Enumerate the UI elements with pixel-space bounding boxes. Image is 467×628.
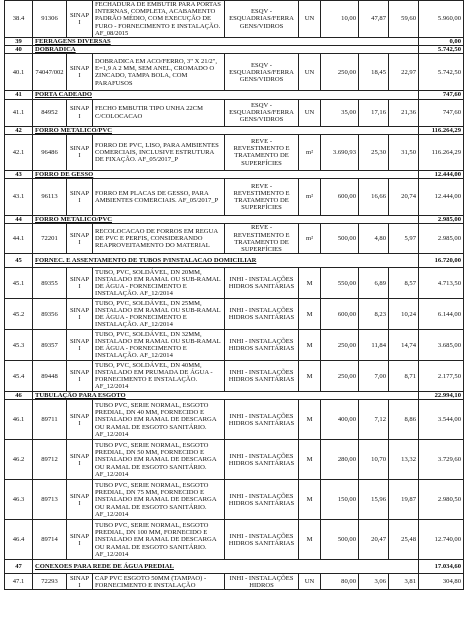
item-code: 91306	[33, 1, 67, 38]
item-code: 72293	[33, 574, 67, 590]
item-number: 46.2	[5, 440, 33, 480]
item-source: SINAPI	[67, 54, 93, 91]
item-source: SINAPI	[67, 574, 93, 590]
item-unit: m²	[299, 179, 321, 216]
group-title: FORRO METALICO/PVC	[33, 216, 419, 224]
table-row	[5, 480, 464, 520]
item-total: 3.685,00	[419, 330, 464, 361]
item-description: TUBO PVC, SERIE NORMAL, ESGOTO PREDIAL, DN 100 MM, FORNECIDO E INSTALADO EM RAMAL DE DESCARGA OU RAMAL DE ESGOTO SANITÁRIO. AF_12/2014	[93, 520, 225, 560]
item-quantity: 600,00	[321, 179, 359, 216]
item-quantity: 250,00	[321, 330, 359, 361]
table-row	[5, 299, 464, 330]
item-source: SINAPI	[67, 134, 93, 170]
group-row	[5, 38, 464, 46]
item-source: SINAPI	[67, 361, 93, 392]
item-quantity: 35,00	[321, 99, 359, 126]
item-description: TUBO PVC, SERIE NORMAL, ESGOTO PREDIAL, DN 75 MM, FORNECIDO E INSTALADO EM RAMAL DE DESCARGA OU RAMAL DE ESGOTO SANITÁRIO. AF_12/2014	[93, 480, 225, 520]
group-total: 22.994,10	[419, 392, 464, 400]
item-unit-price: 15,96	[359, 480, 389, 520]
item-unit-price: 4,80	[359, 224, 389, 254]
group-row	[5, 392, 464, 400]
item-code: 89448	[33, 361, 67, 392]
group-row	[5, 126, 464, 134]
table-row	[5, 1, 464, 38]
item-unit: M	[299, 440, 321, 480]
table-row	[5, 361, 464, 392]
item-category: REVE - REVESTIMENTO E TRATAMENTO DE SUPERFÍCIES	[225, 134, 299, 170]
item-category: ESQV - ESQUADRIAS/FERRAGENS/VIDROS	[225, 54, 299, 91]
item-unit-price: 7,12	[359, 400, 389, 440]
item-number: 47.1	[5, 574, 33, 590]
item-source: SINAPI	[67, 330, 93, 361]
item-description: TUBO, PVC, SOLDÁVEL, DN 20MM, INSTALADO EM RAMAL OU SUB-RAMAL DE ÁGUA - FORNECIMENTO E INSTALAÇÃO. AF_12/2014	[93, 268, 225, 299]
item-source: SINAPI	[67, 440, 93, 480]
item-description: FORRO DE PVC, LISO, PARA AMBIENTES COMERCIAIS, INCLUSIVE ESTRUTURA DE FIXAÇÃO. AF_05/2017_P	[93, 134, 225, 170]
item-quantity: 80,00	[321, 574, 359, 590]
item-unit: M	[299, 268, 321, 299]
group-row	[5, 170, 464, 178]
group-number: 41	[5, 91, 33, 99]
group-number: 40	[5, 46, 33, 54]
item-code: 89357	[33, 330, 67, 361]
group-row	[5, 216, 464, 224]
item-code: 96486	[33, 134, 67, 170]
item-source: SINAPI	[67, 268, 93, 299]
item-unit-price-bdi: 21,36	[389, 99, 419, 126]
item-unit: m²	[299, 224, 321, 254]
item-total: 3.729,60	[419, 440, 464, 480]
group-number: 43	[5, 170, 33, 178]
item-total: 2.177,50	[419, 361, 464, 392]
item-quantity: 150,00	[321, 480, 359, 520]
item-code: 84952	[33, 99, 67, 126]
item-total: 5.742,50	[419, 54, 464, 91]
group-total: 17.034,60	[419, 560, 464, 574]
item-quantity: 250,00	[321, 361, 359, 392]
item-description: TUBO, PVC, SOLDÁVEL, DN 25MM, INSTALADO EM RAMAL OU SUB-RAMAL DE ÁGUA - FORNECIMENTO E INSTALAÇÃO. AF_12/2014	[93, 299, 225, 330]
item-category: INHI - INSTALAÇÕES HIDROS SANITÁRIAS	[225, 520, 299, 560]
item-quantity: 600,00	[321, 299, 359, 330]
item-category: INHI - INSTALAÇÕES HIDROS SANITÁRIAS	[225, 299, 299, 330]
item-quantity: 3.690,93	[321, 134, 359, 170]
group-total: 747,60	[419, 91, 464, 99]
item-source: SINAPI	[67, 520, 93, 560]
item-total: 12.444,00	[419, 179, 464, 216]
item-quantity: 280,00	[321, 440, 359, 480]
item-unit-price: 25,30	[359, 134, 389, 170]
table-row	[5, 574, 464, 590]
table-row	[5, 330, 464, 361]
item-category: INHI - INSTALAÇÕES HIDROS SANITÁRIAS	[225, 440, 299, 480]
item-unit: UN	[299, 574, 321, 590]
item-description: FORRO EM PLACAS DE GESSO, PARA AMBIENTES COMERCIAIS. AF_05/2017_P	[93, 179, 225, 216]
item-category: INHI - INSTALAÇÕES HIDROS SANITÁRIAS	[225, 361, 299, 392]
table-row	[5, 224, 464, 254]
table-row	[5, 99, 464, 126]
item-description: FECHADURA DE EMBUTIR PARA PORTAS INTERNAS, COMPLETA, ACABAMENTO PADRÃO MÉDIO, COM EXECUÇÃO DE FURO - FORNECIMENTO E INSTALAÇÃO. AF_08/2015	[93, 1, 225, 38]
group-total: 116.264,29	[419, 126, 464, 134]
item-unit: M	[299, 299, 321, 330]
item-total: 747,60	[419, 99, 464, 126]
item-source: SINAPI	[67, 299, 93, 330]
group-title: FORRO DE GESSO	[33, 170, 419, 178]
item-category: INHI - INSTALAÇÕES HIDROS	[225, 574, 299, 590]
item-unit-price: 16,66	[359, 179, 389, 216]
item-number: 44.1	[5, 224, 33, 254]
item-total: 5.960,00	[419, 1, 464, 38]
item-unit-price-bdi: 22,97	[389, 54, 419, 91]
item-unit-price: 17,16	[359, 99, 389, 126]
item-number: 45.2	[5, 299, 33, 330]
item-unit-price: 10,70	[359, 440, 389, 480]
item-category: ESQV - ESQUADRIAS/FERRAGENS/VIDROS	[225, 1, 299, 38]
group-number: 46	[5, 392, 33, 400]
item-category: INHI - INSTALAÇÕES HIDROS SANITÁRIAS	[225, 400, 299, 440]
group-total: 16.720,00	[419, 254, 464, 268]
item-description: CAP PVC ESGOTO 50MM (TAMPAO) - FORNECIMENTO E INSTALAÇÃO	[93, 574, 225, 590]
item-unit: UN	[299, 54, 321, 91]
item-unit: M	[299, 400, 321, 440]
item-unit-price-bdi: 31,50	[389, 134, 419, 170]
item-code: 89714	[33, 520, 67, 560]
item-unit-price-bdi: 14,74	[389, 330, 419, 361]
item-quantity: 500,00	[321, 224, 359, 254]
item-total: 4.713,50	[419, 268, 464, 299]
item-category: REVE - REVESTIMENTO E TRATAMENTO DE SUPERFÍCIES	[225, 224, 299, 254]
group-number: 47	[5, 560, 33, 574]
item-unit-price-bdi: 8,57	[389, 268, 419, 299]
group-title: FORNEC. E ASSENTAMENTO DE TUBOS P/INSTALACAO DOMICILIAR	[33, 254, 419, 268]
item-number: 40.1	[5, 54, 33, 91]
item-total: 2.980,50	[419, 480, 464, 520]
item-unit-price: 20,47	[359, 520, 389, 560]
item-unit-price-bdi: 10,24	[389, 299, 419, 330]
item-unit: M	[299, 330, 321, 361]
item-description: DOBRADICA EM ACO/FERRO, 3" X 21/2", E=1,9 A 2 MM, SEM ANEL, CROMADO O ZINCADO, TAMPA BOLA, COM PARAFUSOS	[93, 54, 225, 91]
group-number: 44	[5, 216, 33, 224]
item-total: 304,80	[419, 574, 464, 590]
item-code: 89356	[33, 299, 67, 330]
item-number: 43.1	[5, 179, 33, 216]
item-unit-price: 6,89	[359, 268, 389, 299]
item-unit-price-bdi: 59,60	[389, 1, 419, 38]
item-unit-price-bdi: 20,74	[389, 179, 419, 216]
item-number: 45.3	[5, 330, 33, 361]
group-title: FORRO METALICO/PVC	[33, 126, 419, 134]
item-unit-price-bdi: 25,48	[389, 520, 419, 560]
item-description: RECOLOCACAO DE FORROS EM REGUA DE PVC E PERFIS, CONSIDERANDO REAPROVEITAMENTO DO MATERIAL	[93, 224, 225, 254]
item-description: TUBO PVC, SERIE NORMAL, ESGOTO PREDIAL, DN 50 MM, FORNECIDO E INSTALADO EM RAMAL DE DESCARGA OU RAMAL DE ESGOTO SANITÁRIO. AF_12/2014	[93, 440, 225, 480]
item-unit-price: 3,06	[359, 574, 389, 590]
item-code: 89713	[33, 480, 67, 520]
group-number: 45	[5, 254, 33, 268]
group-title: FERRAGENS DIVERSAS	[33, 38, 419, 46]
table-row	[5, 54, 464, 91]
item-unit-price-bdi: 8,86	[389, 400, 419, 440]
item-code: 72201	[33, 224, 67, 254]
item-number: 45.1	[5, 268, 33, 299]
item-source: SINAPI	[67, 99, 93, 126]
item-number: 45.4	[5, 361, 33, 392]
item-source: SINAPI	[67, 224, 93, 254]
item-quantity: 250,00	[321, 54, 359, 91]
group-total: 5.742,50	[419, 46, 464, 54]
table-row	[5, 520, 464, 560]
item-number: 46.4	[5, 520, 33, 560]
item-unit-price-bdi: 3,81	[389, 574, 419, 590]
item-source: SINAPI	[67, 179, 93, 216]
item-unit: UN	[299, 99, 321, 126]
item-source: SINAPI	[67, 1, 93, 38]
table-row	[5, 268, 464, 299]
item-unit-price-bdi: 5,97	[389, 224, 419, 254]
group-number: 42	[5, 126, 33, 134]
item-total: 2.985,00	[419, 224, 464, 254]
item-unit-price: 47,87	[359, 1, 389, 38]
item-unit-price-bdi: 8,71	[389, 361, 419, 392]
item-number: 46.3	[5, 480, 33, 520]
item-number: 46.1	[5, 400, 33, 440]
group-number: 39	[5, 38, 33, 46]
item-number: 41.1	[5, 99, 33, 126]
item-unit-price: 7,00	[359, 361, 389, 392]
group-total: 12.444,00	[419, 170, 464, 178]
group-title: PORTA CADEADO	[33, 91, 419, 99]
table-row	[5, 440, 464, 480]
item-category: REVE - REVESTIMENTO E TRATAMENTO DE SUPERFÍCIES	[225, 179, 299, 216]
group-row	[5, 91, 464, 99]
item-description: TUBO, PVC, SOLDÁVEL, DN 40MM, INSTALADO EM PRUMADA DE ÁGUA - FORNECIMENTO E INSTALAÇÃO. AF_12/2014	[93, 361, 225, 392]
table-row	[5, 400, 464, 440]
item-code: 89355	[33, 268, 67, 299]
group-title: CONEXOES PARA REDE DE ÁGUA PREDIAL	[33, 560, 419, 574]
item-total: 12.740,00	[419, 520, 464, 560]
item-source: SINAPI	[67, 480, 93, 520]
table-row	[5, 179, 464, 216]
item-source: SINAPI	[67, 400, 93, 440]
item-unit: M	[299, 480, 321, 520]
item-code: 96113	[33, 179, 67, 216]
group-title: DOBRADICA	[33, 46, 419, 54]
item-unit-price-bdi: 19,87	[389, 480, 419, 520]
item-description: FECHO EMBUTIR TIPO UNHA 22CM C/COLOCACAO	[93, 99, 225, 126]
item-unit-price-bdi: 13,32	[389, 440, 419, 480]
item-quantity: 400,00	[321, 400, 359, 440]
item-unit: M	[299, 520, 321, 560]
item-category: ESQV - ESQUADRIAS/FERRAGENS/VIDROS	[225, 99, 299, 126]
item-total: 116.264,29	[419, 134, 464, 170]
item-category: INHI - INSTALAÇÕES HIDROS SANITÁRIAS	[225, 330, 299, 361]
item-description: TUBO, PVC, SOLDÁVEL, DN 32MM, INSTALADO EM RAMAL OU SUB-RAMAL DE ÁGUA - FORNECIMENTO E INSTALAÇÃO. AF_12/2014	[93, 330, 225, 361]
item-quantity: 550,00	[321, 268, 359, 299]
group-total: 0,00	[419, 38, 464, 46]
group-total: 2.985,00	[419, 216, 464, 224]
item-code: 89711	[33, 400, 67, 440]
group-row	[5, 254, 464, 268]
budget-table	[4, 0, 464, 590]
group-row	[5, 46, 464, 54]
table-row	[5, 134, 464, 170]
item-quantity: 10,00	[321, 1, 359, 38]
item-unit: m²	[299, 134, 321, 170]
item-unit-price: 18,45	[359, 54, 389, 91]
item-unit: M	[299, 361, 321, 392]
group-row	[5, 560, 464, 574]
item-category: INHI - INSTALAÇÕES HIDROS SANITÁRIAS	[225, 480, 299, 520]
item-unit-price: 11,84	[359, 330, 389, 361]
item-code: 74047/002	[33, 54, 67, 91]
item-number: 38.4	[5, 1, 33, 38]
item-total: 3.544,00	[419, 400, 464, 440]
item-total: 6.144,00	[419, 299, 464, 330]
item-category: INHI - INSTALAÇÕES HIDROS SANITÁRIAS	[225, 268, 299, 299]
item-description: TUBO PVC, SERIE NORMAL, ESGOTO PREDIAL, DN 40 MM, FORNECIDO E INSTALADO EM RAMAL DE DESCARGA OU RAMAL DE ESGOTO SANITÁRIO. AF_12/2014	[93, 400, 225, 440]
group-title: TUBULAÇÃO PARA ESGOTO	[33, 392, 419, 400]
item-code: 89712	[33, 440, 67, 480]
item-quantity: 500,00	[321, 520, 359, 560]
item-unit: UN	[299, 1, 321, 38]
item-unit-price: 8,23	[359, 299, 389, 330]
item-number: 42.1	[5, 134, 33, 170]
